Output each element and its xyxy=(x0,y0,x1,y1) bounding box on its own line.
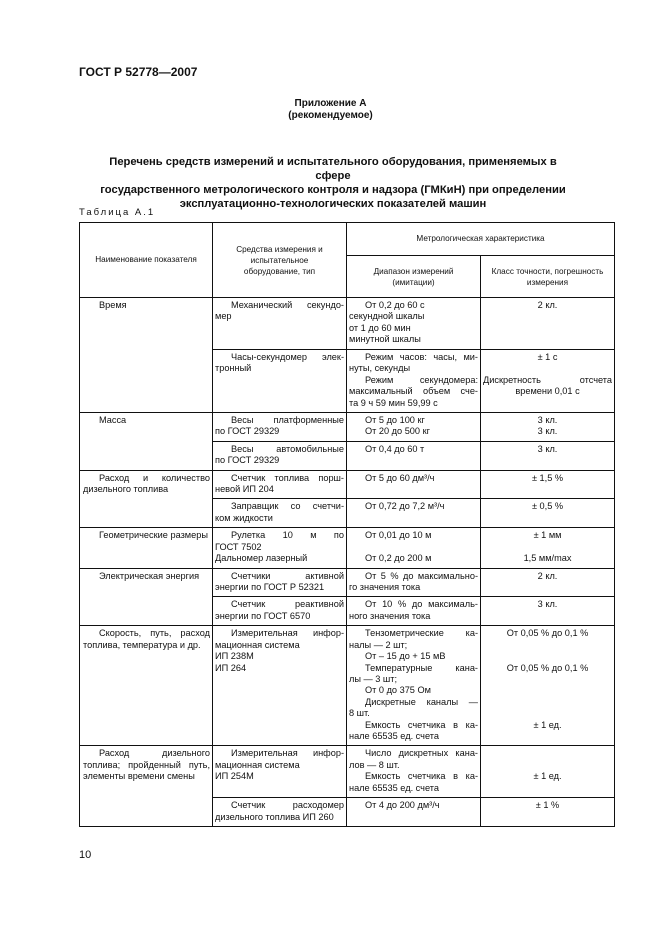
header-metrology: Метрологическая характеристика xyxy=(347,223,615,256)
table-row xyxy=(80,470,615,499)
instrument-cell xyxy=(213,441,347,470)
instrument-cell-line: ГОСТ 7502 xyxy=(215,541,262,552)
instrument-cell-line: Измерительная инфор- xyxy=(231,628,344,639)
range-cell xyxy=(347,350,481,413)
annex-title: Приложение А xyxy=(294,98,367,109)
range-cell-line: От 0 до 375 Ом xyxy=(365,685,431,696)
range-cell-line: Емкость счетчика в ка- xyxy=(365,771,478,782)
range-cell-line: го значения тока xyxy=(349,581,421,592)
instrument-cell-line: ИП 238М xyxy=(215,651,254,662)
range-cell-line: От 0,01 до 10 м xyxy=(365,530,432,541)
range-cell xyxy=(347,441,481,470)
range-cell-line: налы — 2 шт; xyxy=(349,639,408,650)
instrument-cell xyxy=(213,568,347,597)
instrument-cell-line: Счетчик реактивной xyxy=(231,599,344,610)
range-cell xyxy=(347,499,481,528)
header-instruments: Средства измерения и испытательное оборудование, тип xyxy=(213,223,347,298)
indicator-cell: Геометрические размеры xyxy=(80,528,213,568)
instrument-cell-line: Счетчики активной xyxy=(231,570,344,581)
instrument-cell-line: энергии по ГОСТ 6570 xyxy=(215,610,311,621)
range-cell-line: От – 15 до + 15 мВ xyxy=(365,651,446,662)
accuracy-cell xyxy=(481,499,615,528)
accuracy-cell xyxy=(481,798,615,827)
instrument-cell-line: Часы-секундомер элек- xyxy=(231,352,344,362)
table-row xyxy=(80,626,615,746)
range-cell-line: От 5 до 100 кг xyxy=(365,415,425,426)
range-cell-line: от 1 до 60 мин xyxy=(349,322,411,333)
instrument-cell-line: энергии по ГОСТ Р 52321 xyxy=(215,581,325,592)
instrument-cell-line: Измерительная инфор- xyxy=(231,748,344,759)
accuracy-cell xyxy=(481,528,615,568)
indicator-cell: Расход дизельного топлива; пройденный путь, элементы времени смены xyxy=(80,746,213,827)
instrument-cell-line: Дальномер лазерный xyxy=(215,553,308,564)
accuracy-cell-line: ± 1 мм xyxy=(533,530,562,541)
accuracy-cell-line: От 0,05 % до 0,1 % xyxy=(506,628,589,639)
indicator-cell: Расход и количество дизельного топлива xyxy=(80,470,213,528)
instrument-cell xyxy=(213,413,347,442)
accuracy-cell-line: 1,5 мм/max xyxy=(523,553,572,564)
range-cell-line: Число дискретных кана- xyxy=(365,748,478,759)
range-cell-line: лов — 8 шт. xyxy=(349,759,400,770)
range-cell-line: 8 шт. xyxy=(349,708,370,719)
accuracy-cell-line: ± 1 % xyxy=(535,800,560,811)
range-cell-line: Дискретные каналы — xyxy=(365,696,478,707)
range-cell-line: От 0,2 до 200 м xyxy=(365,553,432,564)
range-cell-line: Тензометрические ка- xyxy=(365,628,478,639)
instrument-cell-line: Рулетка 10 м по xyxy=(231,530,344,541)
instrument-cell-line: невой ИП 204 xyxy=(215,484,274,495)
document-title xyxy=(95,155,571,211)
accuracy-cell-line: 2 кл. xyxy=(537,570,558,581)
table-caption: Таблица А.1 xyxy=(79,207,156,218)
instrument-cell-line: ИП 254М xyxy=(215,771,254,782)
instrument-cell-line: Весы платформенные xyxy=(231,415,344,426)
range-cell-line: та 9 ч 59 мин 59,99 с xyxy=(349,397,438,408)
range-cell-line: От 5 % до максимально- xyxy=(365,570,478,581)
instrument-cell xyxy=(213,626,347,746)
accuracy-cell-line xyxy=(483,542,612,553)
range-cell-line: От 0,72 до 7,2 м³/ч xyxy=(365,501,445,512)
instrument-cell xyxy=(213,597,347,626)
instrument-cell-line: ИП 264 xyxy=(215,662,247,673)
instrument-cell-line: дизельного топлива ИП 260 xyxy=(215,811,334,822)
accuracy-cell-line xyxy=(483,674,612,685)
accuracy-cell-line: ± 1 с xyxy=(537,352,558,362)
instrument-cell-line: Весы автомобильные xyxy=(231,443,344,454)
range-cell-line: Емкость счетчика в ка- xyxy=(365,719,478,730)
range-cell-line: От 0,2 до 60 с xyxy=(365,300,425,310)
range-cell-line: От 5 до 60 дм³/ч xyxy=(365,472,435,483)
accuracy-cell-line: ± 0,5 % xyxy=(531,501,564,512)
accuracy-cell-line: ± 1 ед. xyxy=(533,771,562,782)
accuracy-cell-line xyxy=(483,760,612,771)
accuracy-cell-line xyxy=(483,363,612,374)
annex-type: (рекомендуемое) xyxy=(288,110,373,121)
range-cell-line: От 0,4 до 60 т xyxy=(365,443,425,454)
range-cell-line: От 20 до 500 кг xyxy=(365,426,430,437)
accuracy-cell xyxy=(481,746,615,798)
accuracy-cell-line xyxy=(483,697,612,708)
accuracy-cell-line: 3 кл. xyxy=(537,443,558,454)
table-row xyxy=(80,413,615,442)
instrument-cell xyxy=(213,298,347,350)
range-cell-line: Режим секундомера: xyxy=(365,374,478,385)
accuracy-cell-line: времени 0,01 с xyxy=(515,386,580,397)
accuracy-cell xyxy=(481,626,615,746)
instrument-cell-line: Заправщик со счетчи- xyxy=(231,501,344,512)
header-range: Диапазон измерений (имитации) xyxy=(347,256,481,298)
instrument-cell xyxy=(213,350,347,413)
range-cell-line: нуты, секунды xyxy=(349,363,411,374)
range-cell xyxy=(347,528,481,568)
range-cell-line: ного значения тока xyxy=(349,610,431,621)
table-body xyxy=(80,298,615,827)
range-cell-line: нале 65535 ед. счета xyxy=(349,730,439,741)
range-cell-line xyxy=(349,542,478,553)
table-row xyxy=(80,528,615,568)
title-line: Перечень средств измерений и испытательного оборудования, применяемых в сфере xyxy=(109,156,557,182)
indicator-cell: Время xyxy=(80,298,213,413)
range-cell xyxy=(347,746,481,798)
range-cell xyxy=(347,298,481,350)
title-line: эксплуатационно-технологических показателей машин xyxy=(179,198,487,210)
range-cell-line: максимальный объем сче- xyxy=(349,386,478,397)
indicator-cell: Электрическая энергия xyxy=(80,568,213,626)
range-cell-line: Температурные кана- xyxy=(365,662,478,673)
accuracy-cell xyxy=(481,441,615,470)
indicator-cell: Скорость, путь, расход топлива, температура и др. xyxy=(80,626,213,746)
table-row xyxy=(80,568,615,597)
range-cell xyxy=(347,413,481,442)
accuracy-cell-line xyxy=(483,651,612,662)
accuracy-cell-line: 3 кл. xyxy=(537,426,558,437)
accuracy-cell xyxy=(481,597,615,626)
range-cell-line: нале 65535 ед. счета xyxy=(349,782,439,793)
accuracy-cell-line: 3 кл. xyxy=(537,415,558,426)
instrument-cell-line: Счетчик расходомер xyxy=(231,800,344,811)
page-number: 10 xyxy=(79,849,92,861)
accuracy-cell xyxy=(481,298,615,350)
instrument-cell-line: тронный xyxy=(215,363,252,374)
accuracy-cell-line xyxy=(483,640,612,651)
range-cell-line: От 10 % до максималь- xyxy=(365,599,478,610)
title-line: государственного метрологического контроля и надзора (ГМКиН) при определении xyxy=(100,184,566,196)
accuracy-cell xyxy=(481,350,615,413)
indicator-cell: Масса xyxy=(80,413,213,471)
instrument-cell-line: по ГОСТ 29329 xyxy=(215,426,280,437)
instrument-cell xyxy=(213,746,347,798)
instrument-cell xyxy=(213,798,347,827)
instrument-cell-line: мационная система xyxy=(215,759,300,770)
table-row xyxy=(80,746,615,798)
accuracy-cell-line: ± 1,5 % xyxy=(531,472,564,483)
range-cell-line: секундной шкалы xyxy=(349,311,425,322)
range-cell-line: минутной шкалы xyxy=(349,334,421,345)
instrument-cell-line: ком жидкости xyxy=(215,512,273,523)
header-indicator: Наименование показателя xyxy=(80,223,213,298)
accuracy-cell-line xyxy=(483,748,612,759)
range-cell xyxy=(347,798,481,827)
instrument-cell xyxy=(213,470,347,499)
instrument-cell-line: по ГОСТ 29329 xyxy=(215,455,280,466)
instrument-cell-line: мационная система xyxy=(215,639,300,650)
table-row xyxy=(80,298,615,350)
range-cell xyxy=(347,568,481,597)
instrument-cell-line: Механический секундо- xyxy=(231,300,344,310)
accuracy-cell-line: 2 кл. xyxy=(537,300,558,310)
accuracy-cell-line xyxy=(483,685,612,696)
instrument-cell-line: мер xyxy=(215,311,232,322)
instrument-cell xyxy=(213,499,347,528)
instrument-cell xyxy=(213,528,347,568)
range-cell xyxy=(347,626,481,746)
range-cell-line: лы — 3 шт; xyxy=(349,673,398,684)
range-cell xyxy=(347,470,481,499)
accuracy-cell xyxy=(481,470,615,499)
range-cell xyxy=(347,597,481,626)
instrument-cell-line: Счетчик топлива порш- xyxy=(231,472,344,483)
accuracy-cell-line: ± 1 ед. xyxy=(533,719,562,730)
range-cell-line: Режим часов: часы, ми- xyxy=(365,352,478,362)
range-cell-line: От 4 до 200 дм³/ч xyxy=(365,800,440,811)
accuracy-cell xyxy=(481,413,615,442)
document-header: ГОСТ Р 52778—2007 xyxy=(79,65,198,79)
accuracy-cell-line: 3 кл. xyxy=(537,599,558,610)
accuracy-cell-line: Дискретность отсчета xyxy=(483,374,613,385)
accuracy-cell-line: От 0,05 % до 0,1 % xyxy=(506,662,589,673)
accuracy-cell-line xyxy=(483,708,612,719)
instruments-table xyxy=(79,222,615,827)
accuracy-cell xyxy=(481,568,615,597)
header-accuracy: Класс точности, погрешность измерения xyxy=(481,256,615,298)
